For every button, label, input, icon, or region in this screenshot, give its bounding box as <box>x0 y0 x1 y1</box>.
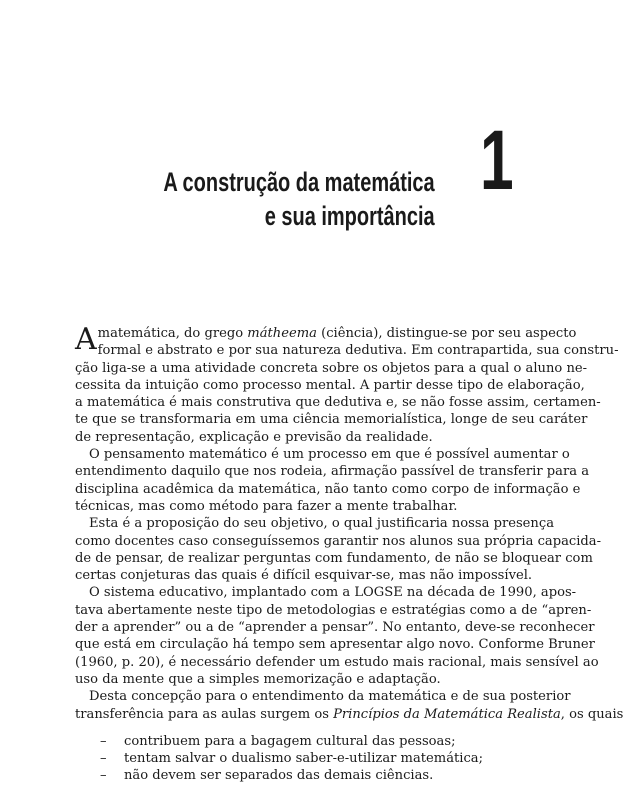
paragraph-line: Desta concepção para o entendimento da matemática e de sua posterior <box>89 689 571 705</box>
paragraph-line: (1960, p. 20), é necessário defender um estudo mais racional, mais sensível ao <box>75 654 599 670</box>
paragraph-line: matemática, do grego mátheema (ciência), distingue-se por seu aspecto <box>97 326 577 341</box>
paragraph-line: der a aprender” ou a de “aprender a pensar”. No entanto, deve-se reconhecer <box>75 620 595 636</box>
paragraph-line: disciplina acadêmica da matemática, não tanto como corpo de informação e <box>75 481 581 497</box>
paragraph-2 <box>75 446 590 515</box>
body-text <box>75 322 623 785</box>
paragraph-line: Esta é a proposição do seu objetivo, o qual justificaria nossa presença <box>89 516 555 532</box>
paragraph-5 <box>75 688 623 723</box>
paragraph-line: que está em circulação há tempo sem apresentar algo novo. Conforme Bruner <box>75 637 595 653</box>
bullet-list <box>75 733 515 785</box>
drop-cap: A <box>75 322 97 357</box>
chapter-title <box>68 165 435 233</box>
chapter-title-line-2: e sua importância <box>265 201 435 231</box>
paragraph-line: ção liga-se a uma atividade concreta sobre os objetos para a qual o aluno ne- <box>75 360 588 376</box>
paragraph-line: te que se transformaria em uma ciência memorialística, longe de seu caráter <box>75 412 588 428</box>
list-item: – contribuem para a bagagem cultural das pessoas; <box>75 733 515 750</box>
chapter-title-line-1: A construção da matemática <box>163 167 435 197</box>
paragraph-line: formal e abstrato e por sua natureza dedutiva. Em contrapartida, sua constru- <box>97 343 619 359</box>
paragraph-line: como docentes caso conseguíssemos garantir nos alunos sua própria capacida- <box>75 533 602 549</box>
paragraph-3 <box>75 515 602 584</box>
paragraph-1 <box>75 322 619 446</box>
paragraph-line: uso da mente que a simples memorização e adaptação. <box>75 671 441 687</box>
paragraph-line: a matemática é mais construtiva que dedutiva e, se não fosse assim, certamen- <box>75 395 601 411</box>
list-item: – não devem ser separados das demais ciências. <box>75 767 515 784</box>
dash-bullet: – <box>100 751 107 767</box>
paragraph-line: cessita da intuição como processo mental. A partir desse tipo de elaboração, <box>75 377 585 393</box>
paragraph-line: técnicas, mas como método para fazer a mente trabalhar. <box>75 498 458 514</box>
paragraph-line: certas conjeturas das quais é difícil esquivar-se, mas não impossível. <box>75 568 533 584</box>
paragraph-line: de de pensar, de realizar perguntas com fundamento, de não se bloquear com <box>75 550 593 566</box>
paragraph-line: de representação, explicação e previsão da realidade. <box>75 429 433 445</box>
paragraph-line: transferência para as aulas surgem os Princípios da Matemática Realista, os quais <box>75 706 623 722</box>
list-item: – tentam salvar o dualismo saber-e-utilizar matemática; <box>75 750 515 767</box>
dash-bullet: – <box>100 768 107 784</box>
paragraph-line: tava abertamente neste tipo de metodologias e estratégias como a de “apren- <box>75 602 592 618</box>
paragraph-line: entendimento daquilo que nos rodeia, afirmação passível de transferir para a <box>75 464 590 480</box>
chapter-number: 1 <box>480 113 514 207</box>
paragraph-line: O pensamento matemático é um processo em que é possível aumentar o <box>89 447 570 463</box>
paragraph-4 <box>75 584 599 688</box>
paragraph-line: O sistema educativo, implantado com a LOGSE na década de 1990, apos- <box>89 585 577 601</box>
dash-bullet: – <box>100 733 107 749</box>
